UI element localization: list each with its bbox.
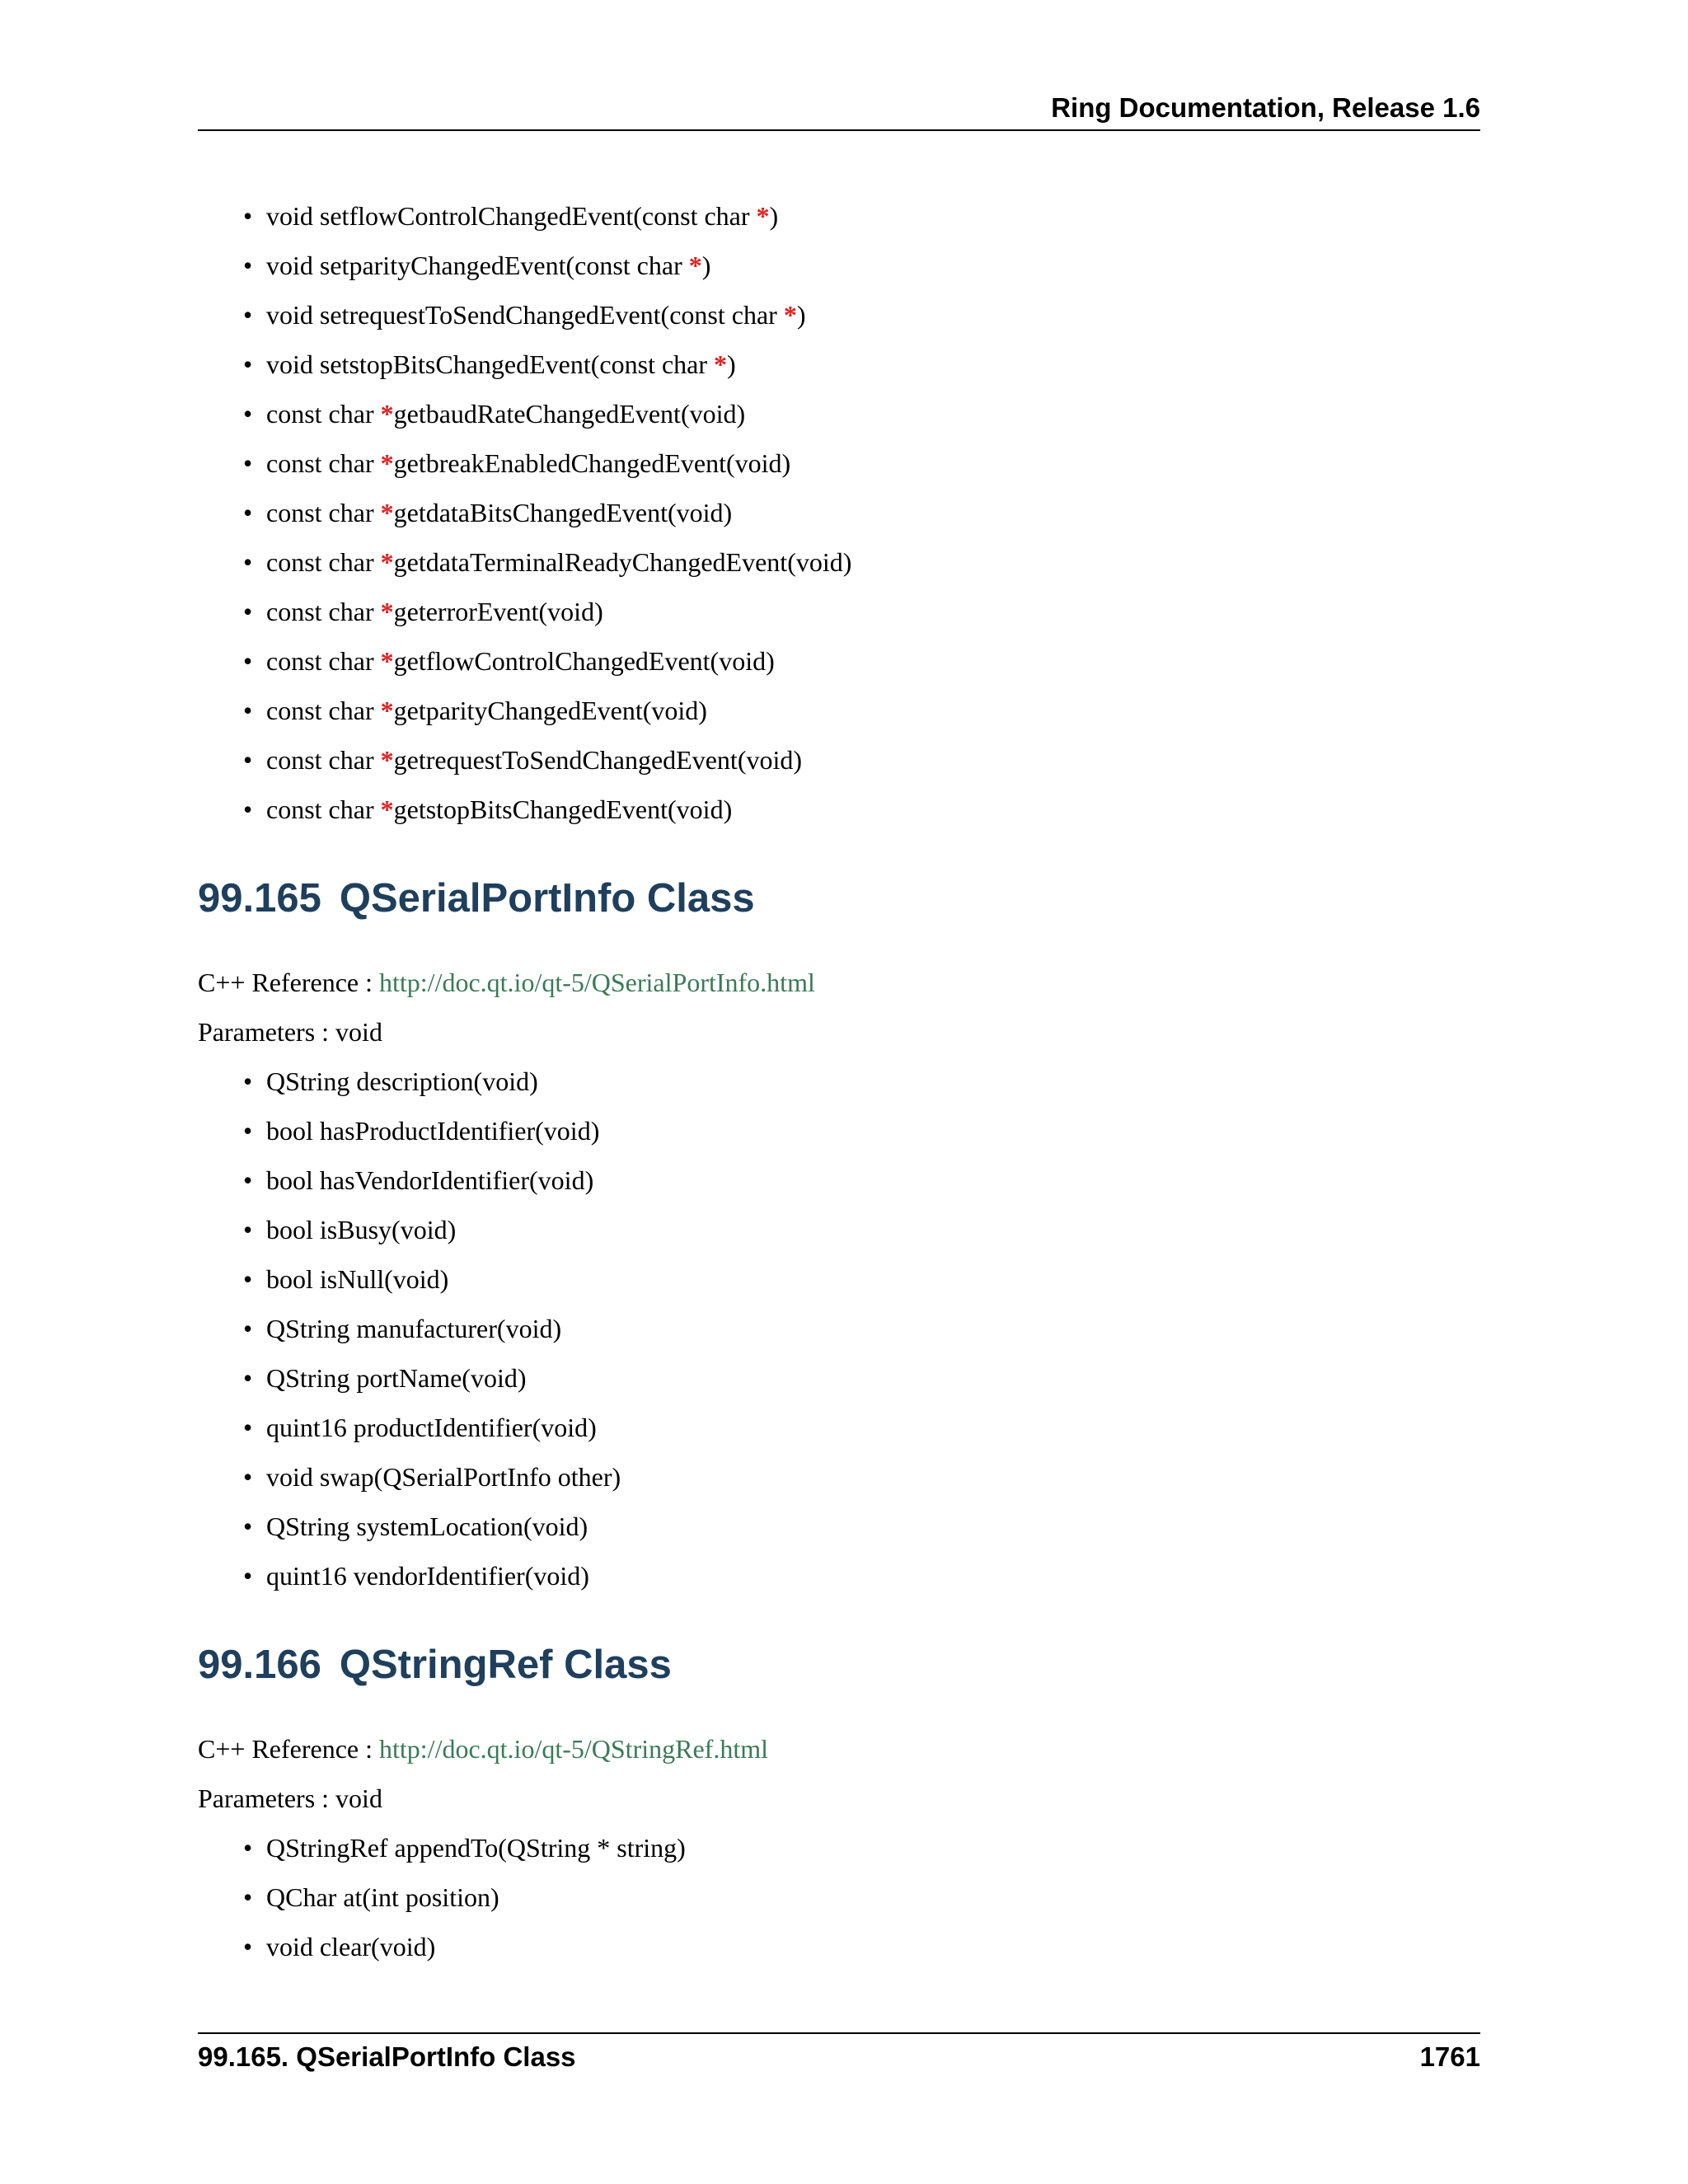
bullet: • [243, 696, 253, 725]
item-text: getdataBitsChangedEvent(void) [393, 498, 733, 527]
bullet: • [243, 745, 253, 775]
item-text: bool hasProductIdentifier(void) [266, 1116, 600, 1146]
header-rule [198, 129, 1480, 131]
bullet: • [243, 1833, 253, 1863]
reference-link[interactable]: http://doc.qt.io/qt-5/QSerialPortInfo.html [379, 968, 815, 997]
list-item [198, 1304, 1480, 1353]
item-text: void setrequestToSendChangedEvent(const char [266, 300, 784, 330]
item-text: getbaudRateChangedEvent(void) [393, 399, 746, 429]
item-text: const char [266, 646, 381, 676]
bullet: • [243, 399, 253, 429]
bullet: • [243, 1314, 253, 1343]
list-item [198, 488, 1480, 537]
item-text: void clear(void) [266, 1932, 436, 1961]
section-title: QSerialPortInfo Class [339, 876, 755, 921]
running-header: Ring Documentation, Release 1.6 [1051, 92, 1480, 123]
bullet: • [243, 1462, 253, 1492]
pointer-star: * [380, 794, 394, 824]
item-text: quint16 productIdentifier(void) [266, 1413, 597, 1442]
item-text: const char [266, 399, 381, 429]
pointer-star: * [380, 646, 394, 676]
item-text: QString manufacturer(void) [266, 1314, 562, 1343]
item-text: getdataTerminalReadyChangedEvent(void) [393, 547, 852, 577]
list-item [198, 191, 1480, 241]
list-item [198, 1502, 1480, 1551]
bullet: • [243, 349, 253, 379]
item-text: QString description(void) [266, 1066, 538, 1096]
item-text: const char [266, 794, 381, 824]
item-text: const char [266, 745, 381, 775]
bullet: • [243, 1882, 253, 1912]
item-text: QChar at(int position) [266, 1882, 499, 1912]
bullet: • [243, 1066, 253, 1096]
section-heading-qstringref [198, 1640, 1480, 1690]
item-text: geterrorEvent(void) [393, 597, 603, 626]
item-text: bool isNull(void) [266, 1264, 449, 1294]
list-item [198, 636, 1480, 686]
pointer-star: * [783, 300, 797, 330]
section-title: QStringRef Class [339, 1643, 672, 1687]
list-item [198, 735, 1480, 785]
section-number: 99.166 [198, 1643, 321, 1687]
bullet: • [243, 498, 253, 527]
item-text: quint16 vendorIdentifier(void) [266, 1561, 589, 1591]
list-item [198, 1205, 1480, 1254]
list-item [198, 241, 1480, 290]
list-item [198, 1254, 1480, 1304]
bullet: • [243, 1413, 253, 1442]
item-text: ) [701, 251, 711, 280]
list-item [198, 587, 1480, 636]
item-text: getbreakEnabledChangedEvent(void) [393, 448, 791, 478]
running-footer-section: 99.165. QSerialPortInfo Class [198, 2041, 576, 2072]
item-text: ) [769, 201, 779, 231]
item-text: bool hasVendorIdentifier(void) [266, 1165, 594, 1195]
bullet: • [243, 794, 253, 824]
pointer-star: * [688, 251, 702, 280]
bullet: • [243, 1165, 253, 1195]
item-text: const char [266, 498, 381, 527]
list-item [198, 1353, 1480, 1403]
item-text: void swap(QSerialPortInfo other) [266, 1462, 621, 1492]
list-item [198, 537, 1480, 587]
page-content [198, 191, 1480, 1971]
bullet: • [243, 1511, 253, 1541]
bullet: • [243, 597, 253, 626]
list-item [198, 1872, 1480, 1922]
list-item [198, 785, 1480, 834]
pointer-star: * [380, 696, 394, 725]
list-item [198, 389, 1480, 438]
cpp-reference-line [198, 958, 1480, 1007]
bullet: • [243, 201, 253, 231]
list-item [198, 1057, 1480, 1106]
item-text: getrequestToSendChangedEvent(void) [393, 745, 803, 775]
bullet: • [243, 1932, 253, 1961]
bullet: • [243, 646, 253, 676]
item-text: ) [796, 300, 806, 330]
pointer-star: * [714, 349, 728, 379]
bullet: • [243, 1215, 253, 1244]
section-number: 99.165 [198, 876, 321, 921]
item-text: bool isBusy(void) [266, 1215, 457, 1244]
parameters-line: Parameters : void [198, 1017, 382, 1047]
list-item [198, 1155, 1480, 1205]
item-text: getparityChangedEvent(void) [393, 696, 707, 725]
method-list-qserialportinfo [198, 1057, 1480, 1601]
list-item [198, 1922, 1480, 1971]
pointer-star: * [380, 448, 394, 478]
method-list-qstringref [198, 1823, 1480, 1971]
bullet: • [243, 1116, 253, 1146]
item-text: const char [266, 696, 381, 725]
item-text: void setstopBitsChangedEvent(const char [266, 349, 715, 379]
list-item [198, 686, 1480, 735]
pointer-star: * [756, 201, 770, 231]
list-item [198, 1106, 1480, 1155]
footer-rule [198, 2032, 1480, 2034]
item-text: void setflowControlChangedEvent(const char [266, 201, 757, 231]
bullet: • [243, 1561, 253, 1591]
item-text: ) [727, 349, 736, 379]
list-item [198, 1403, 1480, 1452]
item-text: getstopBitsChangedEvent(void) [393, 794, 733, 824]
item-text: QStringRef appendTo(QString * string) [266, 1833, 686, 1863]
list-item [198, 1452, 1480, 1502]
section-heading-qserialportinfo [198, 874, 1480, 923]
item-text: const char [266, 547, 381, 577]
pointer-star: * [380, 498, 394, 527]
pointer-star: * [380, 745, 394, 775]
bullet: • [243, 448, 253, 478]
cpp-reference-line [198, 1724, 1480, 1774]
item-text: void setparityChangedEvent(const char [266, 251, 689, 280]
pointer-star: * [380, 597, 394, 626]
pointer-star: * [380, 399, 394, 429]
list-item [198, 290, 1480, 340]
list-item [198, 1823, 1480, 1872]
reference-label: C++ Reference : [198, 968, 379, 997]
reference-link[interactable]: http://doc.qt.io/qt-5/QStringRef.html [379, 1734, 768, 1764]
bullet: • [243, 1264, 253, 1294]
page-number: 1761 [1419, 2041, 1480, 2072]
parameters-line: Parameters : void [198, 1783, 382, 1813]
list-item [198, 1551, 1480, 1601]
item-text: getflowControlChangedEvent(void) [393, 646, 775, 676]
bullet: • [243, 547, 253, 577]
item-text: const char [266, 597, 381, 626]
list-item [198, 438, 1480, 488]
bullet: • [243, 300, 253, 330]
reference-label: C++ Reference : [198, 1734, 379, 1764]
pointer-star: * [380, 547, 394, 577]
bullet: • [243, 251, 253, 280]
item-text: QString portName(void) [266, 1363, 527, 1393]
list-item [198, 340, 1480, 389]
bullet: • [243, 1363, 253, 1393]
item-text: const char [266, 448, 381, 478]
item-text: QString systemLocation(void) [266, 1511, 588, 1541]
method-list-top [198, 191, 1480, 834]
